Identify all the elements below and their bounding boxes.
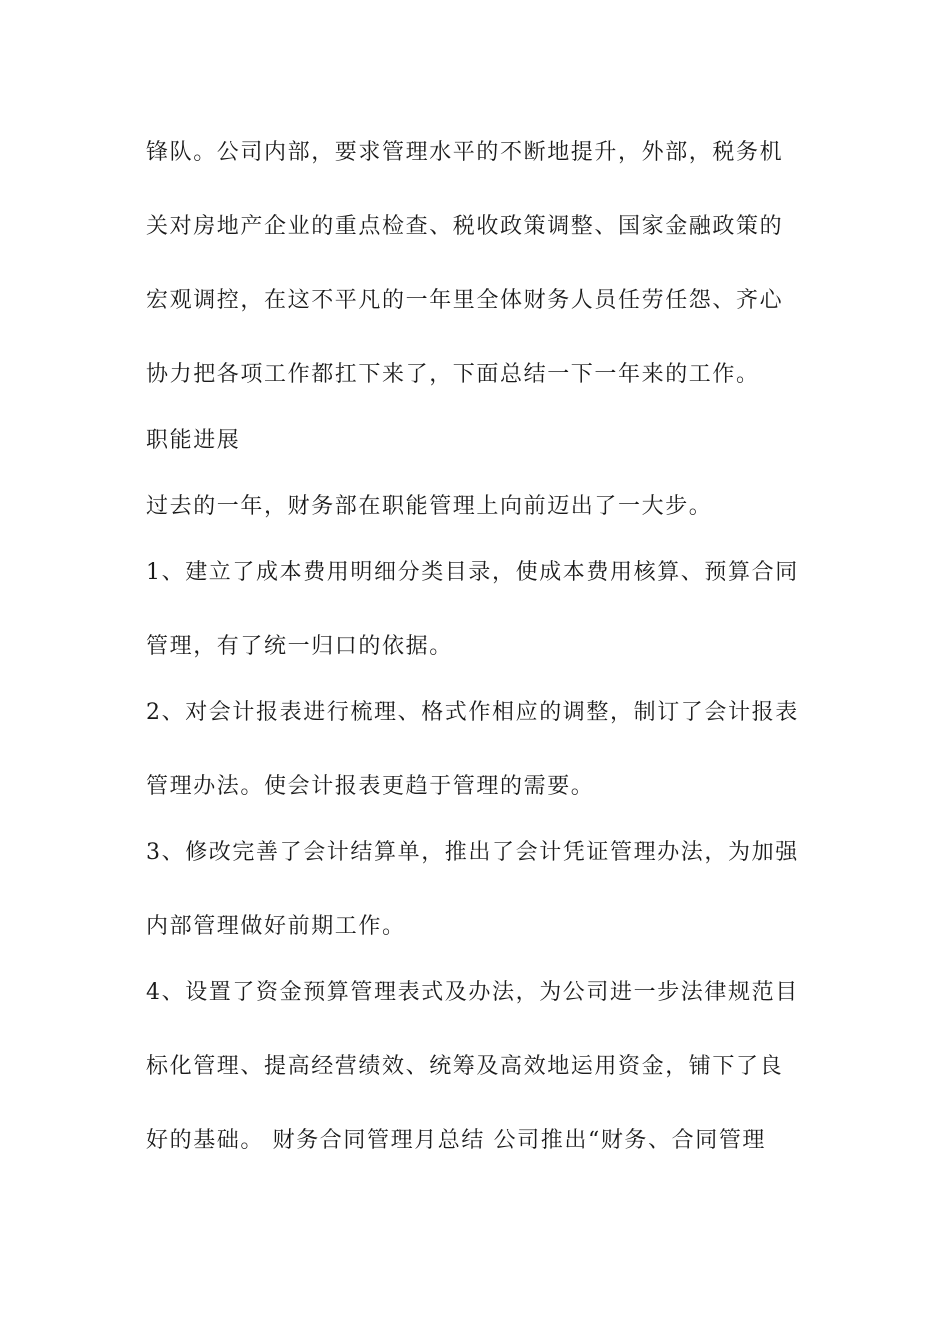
list-item-line: 4、设置了资金预算管理表式及办法，为公司进一步法律规范目 xyxy=(146,980,799,1005)
text-line: 过去的一年，财务部在职能管理上向前迈出了一大步。 xyxy=(146,494,713,519)
text-line: 锋队。公司内部，要求管理水平的不断地提升，外部，税务机 xyxy=(146,140,784,165)
list-item-line: 管理办法。使会计报表更趋于管理的需要。 xyxy=(146,774,595,799)
text-line: 宏观调控，在这不平凡的一年里全体财务人员任劳任怨、齐心 xyxy=(146,288,784,313)
list-item-line: 管理，有了统一归口的依据。 xyxy=(146,634,453,659)
document-body xyxy=(146,130,810,1192)
list-item-line: 内部管理做好前期工作。 xyxy=(146,914,406,939)
list-item-line: 好的基础。 财务合同管理月总结 公司推出“财务、合同管理 xyxy=(146,1128,767,1153)
text-line: 关对房地产企业的重点检查、税收政策调整、国家金融政策的 xyxy=(146,214,784,239)
list-item-line: 3、修改完善了会计结算单，推出了会计凭证管理办法，为加强 xyxy=(146,840,799,865)
text-line: 协力把各项工作都扛下来了，下面总结一下一年来的工作。 xyxy=(146,362,760,387)
list-item-line: 1、建立了成本费用明细分类目录，使成本费用核算、预算合同 xyxy=(146,560,799,585)
list-item-line: 2、对会计报表进行梳理、格式作相应的调整，制订了会计报表 xyxy=(146,700,799,725)
list-item-line: 标化管理、提高经营绩效、统筹及高效地运用资金，铺下了良 xyxy=(146,1054,784,1079)
section-heading: 职能进展 xyxy=(146,428,241,453)
